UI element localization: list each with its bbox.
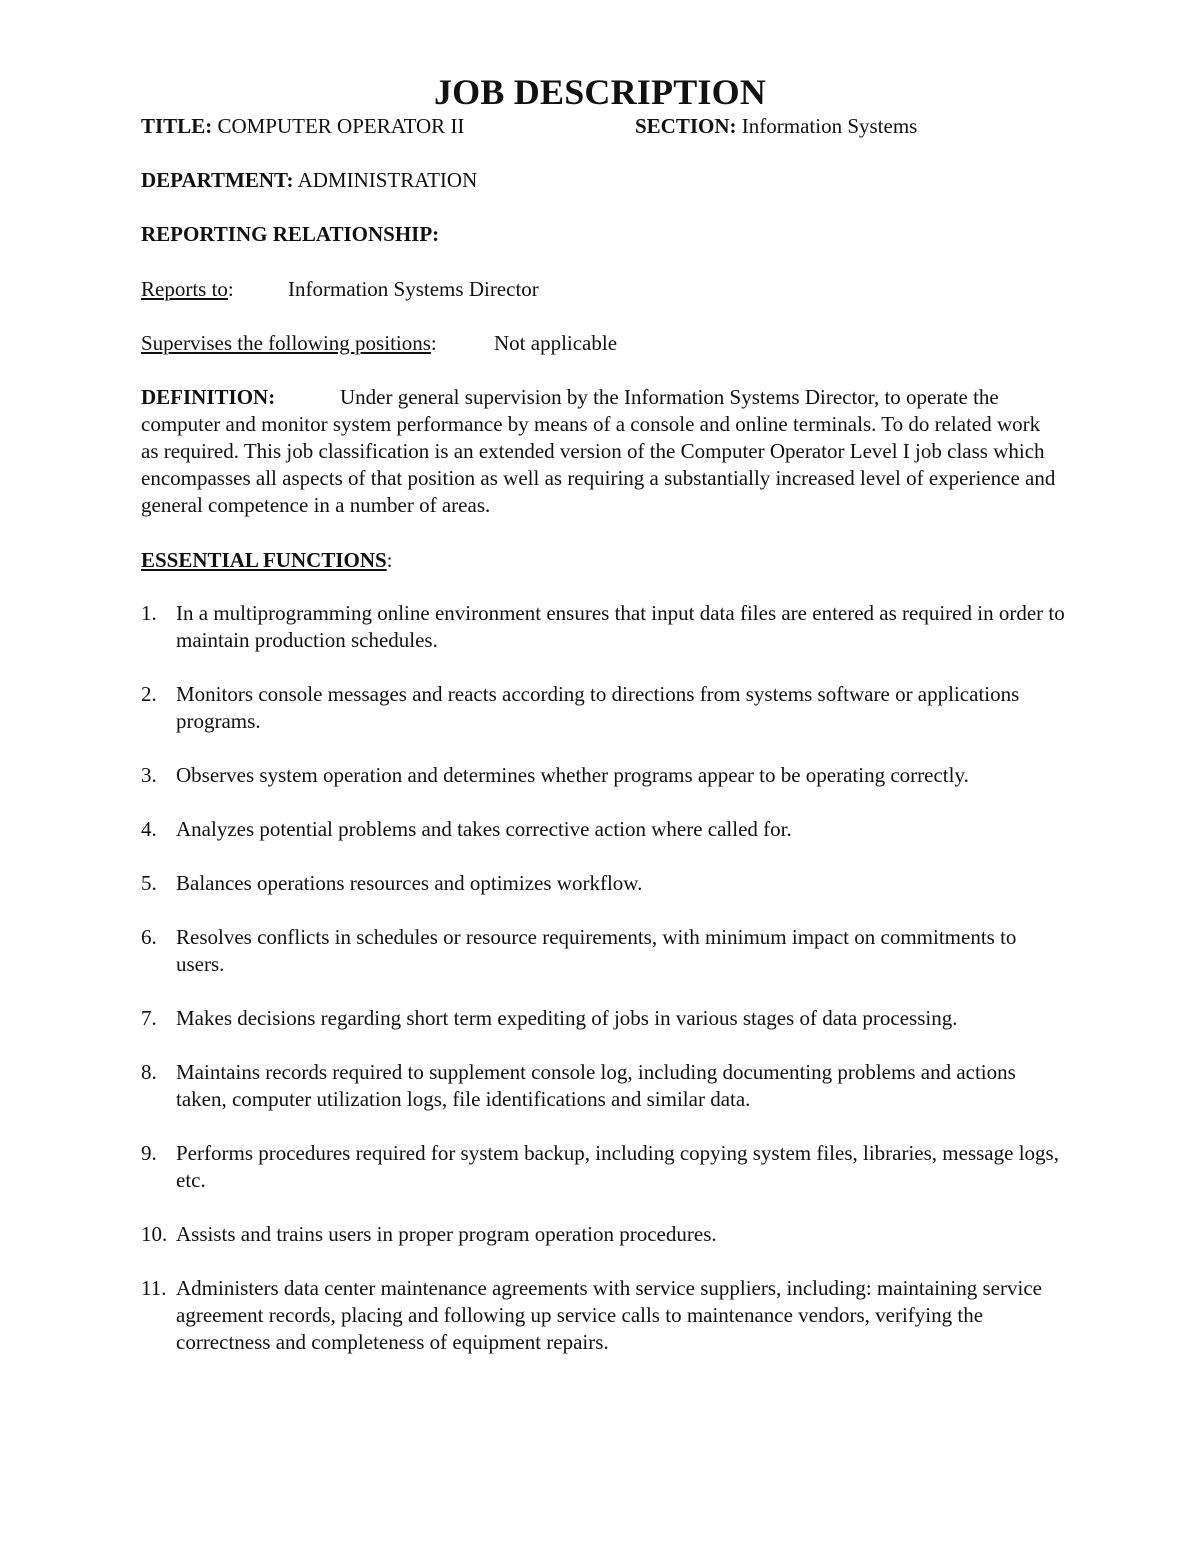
list-item — [141, 870, 1066, 897]
reports-to-label: Reports to — [141, 277, 228, 301]
definition-label: DEFINITION: — [141, 385, 276, 409]
supervises-label: Supervises the following positions — [141, 331, 431, 355]
list-item — [141, 762, 1066, 789]
list-item-text: Performs procedures required for system backup, including copying system files, libraries, message logs, etc. — [176, 1141, 1059, 1192]
reports-to-value: Information Systems Director — [288, 277, 539, 301]
reporting-heading: REPORTING RELATIONSHIP: — [141, 222, 440, 246]
title-value: COMPUTER OPERATOR II — [217, 114, 465, 138]
list-item-number: 5. — [141, 871, 157, 895]
list-item — [141, 1221, 1066, 1248]
section-label: SECTION: — [635, 114, 737, 138]
department-line — [141, 167, 477, 194]
list-item-text: Observes system operation and determines whether programs appear to be operating correctly. — [176, 763, 969, 787]
section-line — [635, 113, 917, 140]
list-item — [141, 681, 1066, 735]
supervises-colon: : — [430, 331, 437, 355]
essential-functions-list — [141, 600, 1066, 1383]
list-item-number: 11. — [141, 1276, 167, 1300]
list-item — [141, 924, 1066, 978]
supervises-value: Not applicable — [494, 331, 618, 355]
list-item-text: Balances operations resources and optimizes workflow. — [176, 871, 643, 895]
list-item-text: Analyzes potential problems and takes corrective action where called for. — [176, 817, 792, 841]
reports-to-line — [141, 276, 234, 303]
title-section-line — [141, 113, 464, 140]
list-item — [141, 1005, 1066, 1032]
list-item-text: Monitors console messages and reacts according to directions from systems software or applications programs. — [176, 682, 1020, 733]
list-item — [141, 1059, 1066, 1113]
list-item — [141, 600, 1066, 654]
list-item-text: Assists and trains users in proper program operation procedures. — [176, 1222, 717, 1246]
section-value: Information Systems — [741, 114, 918, 138]
list-item-number: 7. — [141, 1006, 157, 1030]
list-item-text: Resolves conflicts in schedules or resource requirements, with minimum impact on commitments to users. — [176, 925, 1017, 976]
definition-paragraph — [141, 384, 1061, 519]
list-item-number: 6. — [141, 925, 157, 949]
list-item-number: 3. — [141, 763, 157, 787]
essential-functions-heading-line — [141, 547, 393, 574]
list-item-number: 1. — [141, 601, 157, 625]
list-item — [141, 816, 1066, 843]
department-value: ADMINISTRATION — [297, 168, 478, 192]
department-label: DEPARTMENT: — [141, 168, 294, 192]
list-item — [141, 1140, 1066, 1194]
title-label: TITLE: — [141, 114, 213, 138]
list-item — [141, 1275, 1066, 1356]
definition-text: Under general supervision by the Information Systems Director, to operate the computer and monitor system performance by means of a console and online terminals. To do related work as required. This job classification is an extended version of the Computer Operator Level I job class which encompasses all aspects of that position as well as requiring a substantially increased level of experience and general competence in a number of areas. — [141, 385, 1056, 517]
list-item-text: Administers data center maintenance agreements with service suppliers, including: maintaining service agreement records, placing and following up service calls to maintenance vendors, verifying the correctness and completeness of equipment repairs. — [176, 1276, 1042, 1354]
reports-to-colon: : — [227, 277, 234, 301]
essential-functions-heading: ESSENTIAL FUNCTIONS — [141, 548, 387, 572]
list-item-number: 8. — [141, 1060, 157, 1084]
supervises-line — [141, 330, 437, 357]
list-item-number: 10. — [141, 1222, 168, 1246]
list-item-text: Maintains records required to supplement console log, including documenting problems and actions taken, computer utilization logs, file identifications and similar data. — [176, 1060, 1016, 1111]
list-item-number: 9. — [141, 1141, 157, 1165]
list-item-text: Makes decisions regarding short term expediting of jobs in various stages of data processing. — [176, 1006, 958, 1030]
list-item-number: 2. — [141, 682, 157, 706]
document-title: JOB DESCRIPTION — [433, 72, 767, 112]
list-item-number: 4. — [141, 817, 157, 841]
essential-functions-colon: : — [386, 548, 393, 572]
list-item-text: In a multiprogramming online environment ensures that input data files are entered as required in order to maintain production schedules. — [176, 601, 1065, 652]
